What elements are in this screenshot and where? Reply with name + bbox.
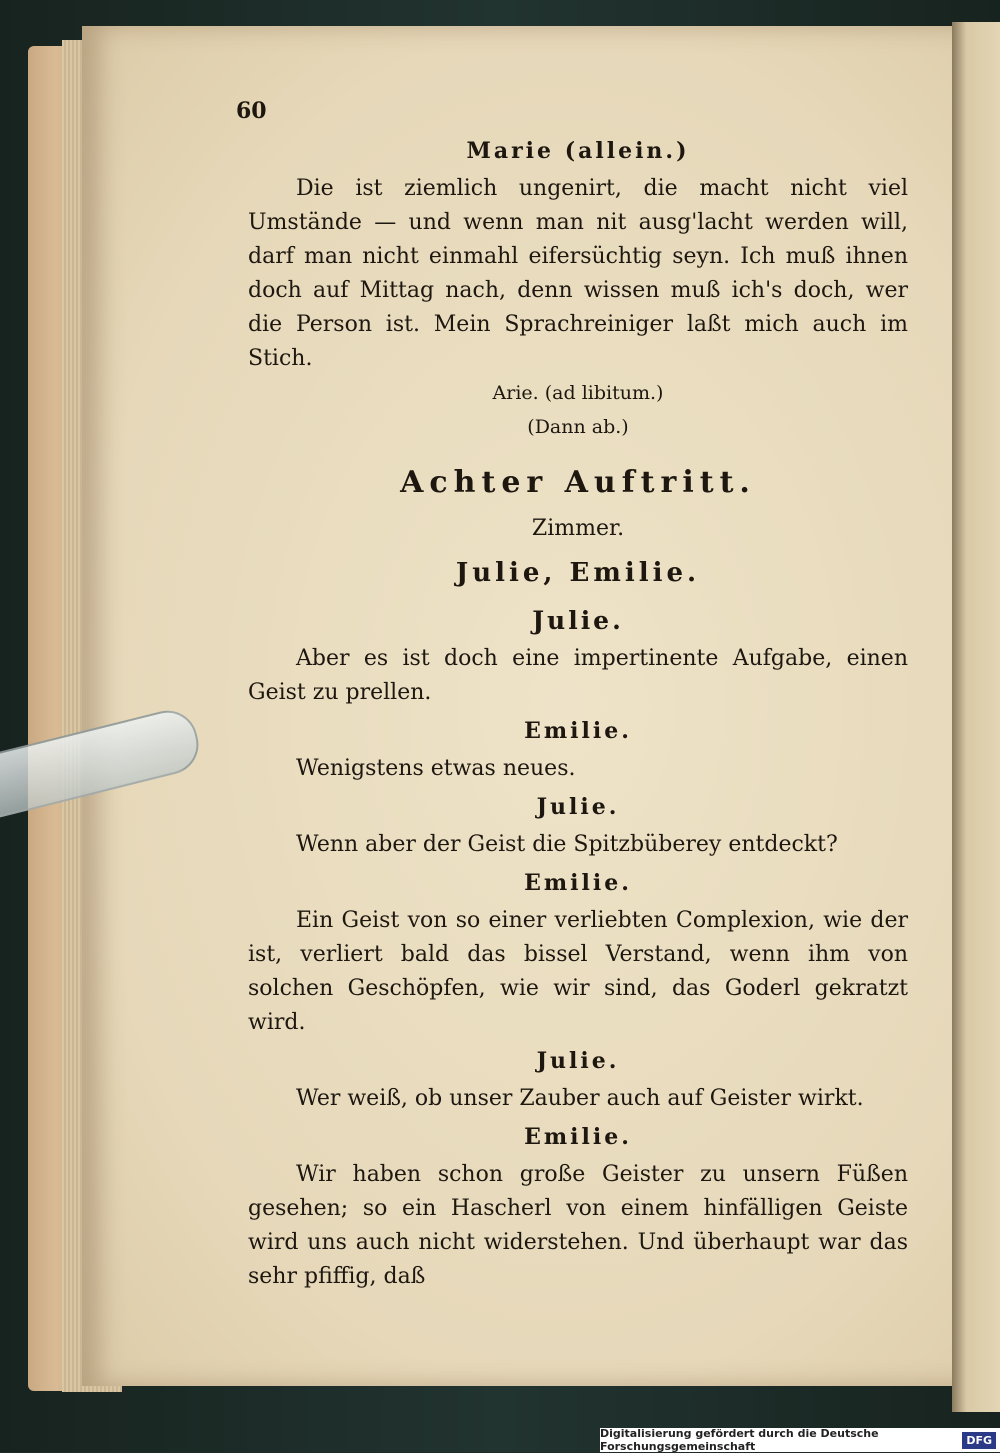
dialogue-line: Aber es ist doch eine impertinente Aufgabe, einen Geist zu prellen. xyxy=(248,646,908,705)
dialogue-line: Wenigstens etwas neues. xyxy=(296,756,576,781)
dialogue-line: Ein Geist von so einer verliebten Complexion, wie der ist, verliert bald das bissel Verstand, wenn ihm von solchen Geschöpfen, wie wir sind, das Goderl gekratzt wird. xyxy=(248,908,908,1035)
aria-note: Arie. (ad libitum.) xyxy=(492,382,664,404)
dialogue-speaker: Julie. xyxy=(532,606,624,635)
exit-note: (Dann ab.) xyxy=(527,416,629,438)
dialogue-speaker: Emilie. xyxy=(524,870,632,896)
dialogue-line: Wer weiß, ob unser Zauber auch auf Geister wirkt. xyxy=(296,1086,864,1111)
dialogue-speaker: Emilie. xyxy=(524,718,632,744)
dialogue-speaker: Julie. xyxy=(536,1048,620,1074)
scene-title: Achter Auftritt. xyxy=(400,465,756,500)
footer-credit: Digitalisierung gefördert durch die Deutsche Forschungsgemeinschaft xyxy=(600,1427,879,1453)
dialogue-line: Wenn aber der Geist die Spitzbüberey entdeckt? xyxy=(296,832,838,857)
page-number: 60 xyxy=(236,98,267,124)
facing-page-edge xyxy=(952,22,1000,1412)
dialogue-line: Wir haben schon große Geister zu unsern Füßen gesehen; so ein Hascherl von einem hinfälligen Geiste wird uns auch nicht widerstehen. Und überhaupt war das sehr pfiffig, daß xyxy=(248,1162,908,1289)
dfg-logo: DFG xyxy=(962,1432,996,1449)
scene-characters: Julie, Emilie. xyxy=(455,558,701,588)
speaker-marie: Marie (allein.) xyxy=(466,138,690,164)
dialogue-speaker: Emilie. xyxy=(524,1124,632,1150)
digitization-footer xyxy=(600,1428,1000,1452)
scene-setting: Zimmer. xyxy=(531,516,625,541)
dialogue-speaker: Julie. xyxy=(536,794,620,820)
paragraph-marie: Die ist ziemlich ungenirt, die macht nicht viel Umstände — und wenn man nit ausg'lacht werden will, darf man nicht einmahl eifersüchtig seyn. Ich muß ihnen doch auf Mittag nach, denn wissen muß ich's doch, wer die Person ist. Mein Sprachreiniger laßt mich auch im Stich. xyxy=(248,176,908,371)
page-text xyxy=(248,96,908,1294)
